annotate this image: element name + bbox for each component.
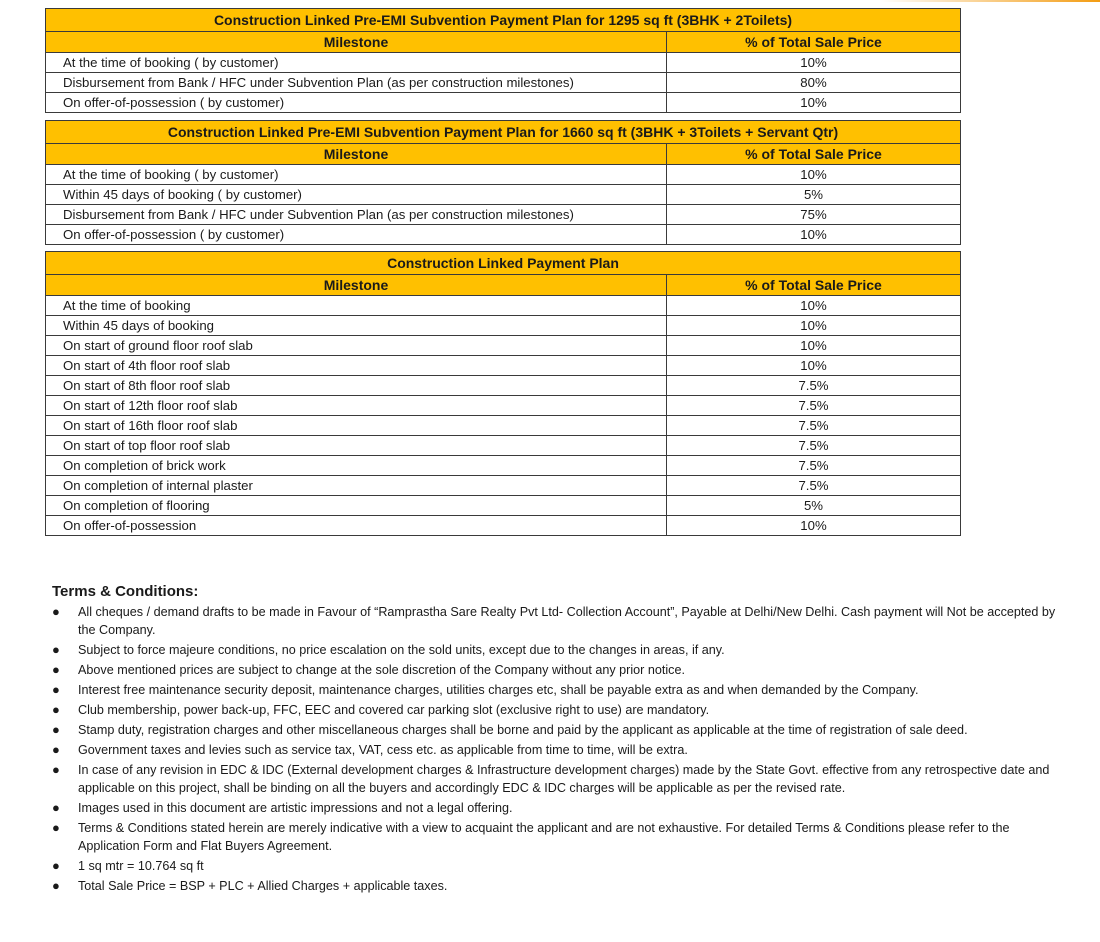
- terms-item-text: Above mentioned prices are subject to change at the sole discretion of the Company without any prior notice.: [78, 663, 685, 677]
- bullet-icon: ●: [52, 662, 60, 677]
- percent-cell: 10%: [667, 296, 961, 316]
- table-row: [46, 93, 961, 113]
- terms-item-text: All cheques / demand drafts to be made in Favour of “Ramprastha Sare Realty Pvt Ltd- Collection Account”, Payable at Delhi/New Delhi. Cash payment will Not be accepted by the Company.: [78, 605, 1056, 637]
- terms-item-text: Interest free maintenance security deposit, maintenance charges, utilities charges etc, shall be payable extra as and when demanded by the Company.: [78, 683, 919, 697]
- milestone-cell: On start of top floor roof slab: [46, 436, 667, 456]
- milestone-cell: On offer-of-possession ( by customer): [46, 93, 667, 113]
- percent-cell: 10%: [667, 93, 961, 113]
- terms-item-text: Images used in this document are artistic impressions and not a legal offering.: [78, 801, 513, 815]
- milestone-cell: On start of 16th floor roof slab: [46, 416, 667, 436]
- percent-cell: 10%: [667, 336, 961, 356]
- percent-cell: 7.5%: [667, 416, 961, 436]
- percent-cell: 10%: [667, 516, 961, 536]
- milestone-cell: On start of 12th floor roof slab: [46, 396, 667, 416]
- percent-cell: 10%: [667, 225, 961, 245]
- milestone-cell: At the time of booking ( by customer): [46, 53, 667, 73]
- plan-header-row: [46, 275, 961, 296]
- terms-item-text: Subject to force majeure conditions, no price escalation on the sold units, except due to the changes in areas, if any.: [78, 643, 725, 657]
- terms-item: [52, 857, 1072, 875]
- terms-item-text: Club membership, power back-up, FFC, EEC and covered car parking slot (exclusive right to use) are mandatory.: [78, 703, 710, 717]
- terms-item-text: Terms & Conditions stated herein are merely indicative with a view to acquaint the applicant and are not exhaustive. For detailed Terms & Conditions please refer to the Application Form and Flat Buyers Agreement.: [78, 821, 1010, 853]
- table-row: [46, 296, 961, 316]
- plan-title: Construction Linked Payment Plan: [46, 252, 961, 275]
- bullet-icon: ●: [52, 702, 60, 717]
- plan-title-row: [46, 121, 961, 144]
- table-row: [46, 456, 961, 476]
- terms-item-text: Government taxes and levies such as service tax, VAT, cess etc. as applicable from time to time, will be extra.: [78, 743, 688, 757]
- table-row: [46, 205, 961, 225]
- table-row: [46, 336, 961, 356]
- percent-cell: 10%: [667, 165, 961, 185]
- percent-cell: 5%: [667, 496, 961, 516]
- bullet-icon: ●: [52, 642, 60, 657]
- plan-title: Construction Linked Pre-EMI Subvention Payment Plan for 1295 sq ft (3BHK + 2Toilets): [46, 9, 961, 32]
- table-row: [46, 225, 961, 245]
- bullet-icon: ●: [52, 604, 60, 619]
- table-row: [46, 476, 961, 496]
- terms-list: [52, 603, 1072, 895]
- bullet-icon: ●: [52, 800, 60, 815]
- milestone-cell: On start of 8th floor roof slab: [46, 376, 667, 396]
- table-row: [46, 496, 961, 516]
- percent-cell: 10%: [667, 356, 961, 376]
- milestone-column-header: Milestone: [46, 32, 667, 53]
- milestone-cell: Disbursement from Bank / HFC under Subvention Plan (as per construction milestones): [46, 73, 667, 93]
- percent-column-header: % of Total Sale Price: [667, 32, 961, 53]
- milestone-cell: Within 45 days of booking ( by customer): [46, 185, 667, 205]
- terms-section: [52, 583, 1072, 897]
- percent-cell: 10%: [667, 53, 961, 73]
- terms-title: Terms & Conditions:: [52, 583, 199, 600]
- terms-item: [52, 721, 1072, 739]
- table-row: [46, 165, 961, 185]
- milestone-cell: On completion of internal plaster: [46, 476, 667, 496]
- bullet-icon: ●: [52, 878, 60, 893]
- plan-header-row: [46, 144, 961, 165]
- milestone-column-header: Milestone: [46, 144, 667, 165]
- bullet-icon: ●: [52, 742, 60, 757]
- table-row: [46, 356, 961, 376]
- table-row: [46, 396, 961, 416]
- terms-item: [52, 603, 1072, 639]
- table-row: [46, 73, 961, 93]
- terms-item-text: In case of any revision in EDC & IDC (External development charges & Infrastructure development charges) made by the State Govt. effective from any retrospective date and applicable on this project, shall be binding on all the buyers and accordingly EDC & IDC charges will be applicable as per the revised rate.: [78, 763, 1050, 795]
- percent-cell: 7.5%: [667, 376, 961, 396]
- terms-item: [52, 877, 1072, 895]
- table-row: [46, 376, 961, 396]
- table-row: [46, 516, 961, 536]
- milestone-cell: Within 45 days of booking: [46, 316, 667, 336]
- terms-item-text: Stamp duty, registration charges and other miscellaneous charges shall be borne and paid by the applicant as applicable at the time of registration of sale deed.: [78, 723, 968, 737]
- plan-header-row: [46, 32, 961, 53]
- milestone-cell: On offer-of-possession ( by customer): [46, 225, 667, 245]
- percent-column-header: % of Total Sale Price: [667, 275, 961, 296]
- plan-title-row: [46, 9, 961, 32]
- terms-item: [52, 661, 1072, 679]
- terms-item: [52, 761, 1072, 797]
- percent-cell: 7.5%: [667, 396, 961, 416]
- milestone-cell: At the time of booking: [46, 296, 667, 316]
- terms-item-text: 1 sq mtr = 10.764 sq ft: [78, 859, 204, 873]
- payment-plan-table: [45, 120, 961, 245]
- milestone-cell: On start of 4th floor roof slab: [46, 356, 667, 376]
- percent-cell: 7.5%: [667, 456, 961, 476]
- payment-plan-table: [45, 8, 961, 113]
- milestone-cell: On completion of brick work: [46, 456, 667, 476]
- plan-title: Construction Linked Pre-EMI Subvention Payment Plan for 1660 sq ft (3BHK + 3Toilets + Servant Qtr): [46, 121, 961, 144]
- percent-cell: 7.5%: [667, 436, 961, 456]
- percent-cell: 5%: [667, 185, 961, 205]
- terms-item: [52, 681, 1072, 699]
- percent-cell: 80%: [667, 73, 961, 93]
- bullet-icon: ●: [52, 722, 60, 737]
- payment-plan-table: [45, 251, 961, 536]
- bullet-icon: ●: [52, 682, 60, 697]
- terms-item: [52, 641, 1072, 659]
- terms-item-text: Total Sale Price = BSP + PLC + Allied Charges + applicable taxes.: [78, 879, 448, 893]
- table-row: [46, 53, 961, 73]
- percent-cell: 7.5%: [667, 476, 961, 496]
- milestone-cell: On start of ground floor roof slab: [46, 336, 667, 356]
- bullet-icon: ●: [52, 820, 60, 835]
- bullet-icon: ●: [52, 858, 60, 873]
- milestone-cell: On completion of flooring: [46, 496, 667, 516]
- table-row: [46, 436, 961, 456]
- percent-cell: 75%: [667, 205, 961, 225]
- table-row: [46, 185, 961, 205]
- milestone-cell: Disbursement from Bank / HFC under Subvention Plan (as per construction milestones): [46, 205, 667, 225]
- plan-title-row: [46, 252, 961, 275]
- bullet-icon: ●: [52, 762, 60, 777]
- milestone-cell: At the time of booking ( by customer): [46, 165, 667, 185]
- milestone-column-header: Milestone: [46, 275, 667, 296]
- table-row: [46, 316, 961, 336]
- milestone-cell: On offer-of-possession: [46, 516, 667, 536]
- terms-item: [52, 701, 1072, 719]
- table-row: [46, 416, 961, 436]
- terms-item: [52, 799, 1072, 817]
- terms-item: [52, 741, 1072, 759]
- top-accent-line: [0, 0, 1100, 2]
- terms-item: [52, 819, 1072, 855]
- percent-column-header: % of Total Sale Price: [667, 144, 961, 165]
- percent-cell: 10%: [667, 316, 961, 336]
